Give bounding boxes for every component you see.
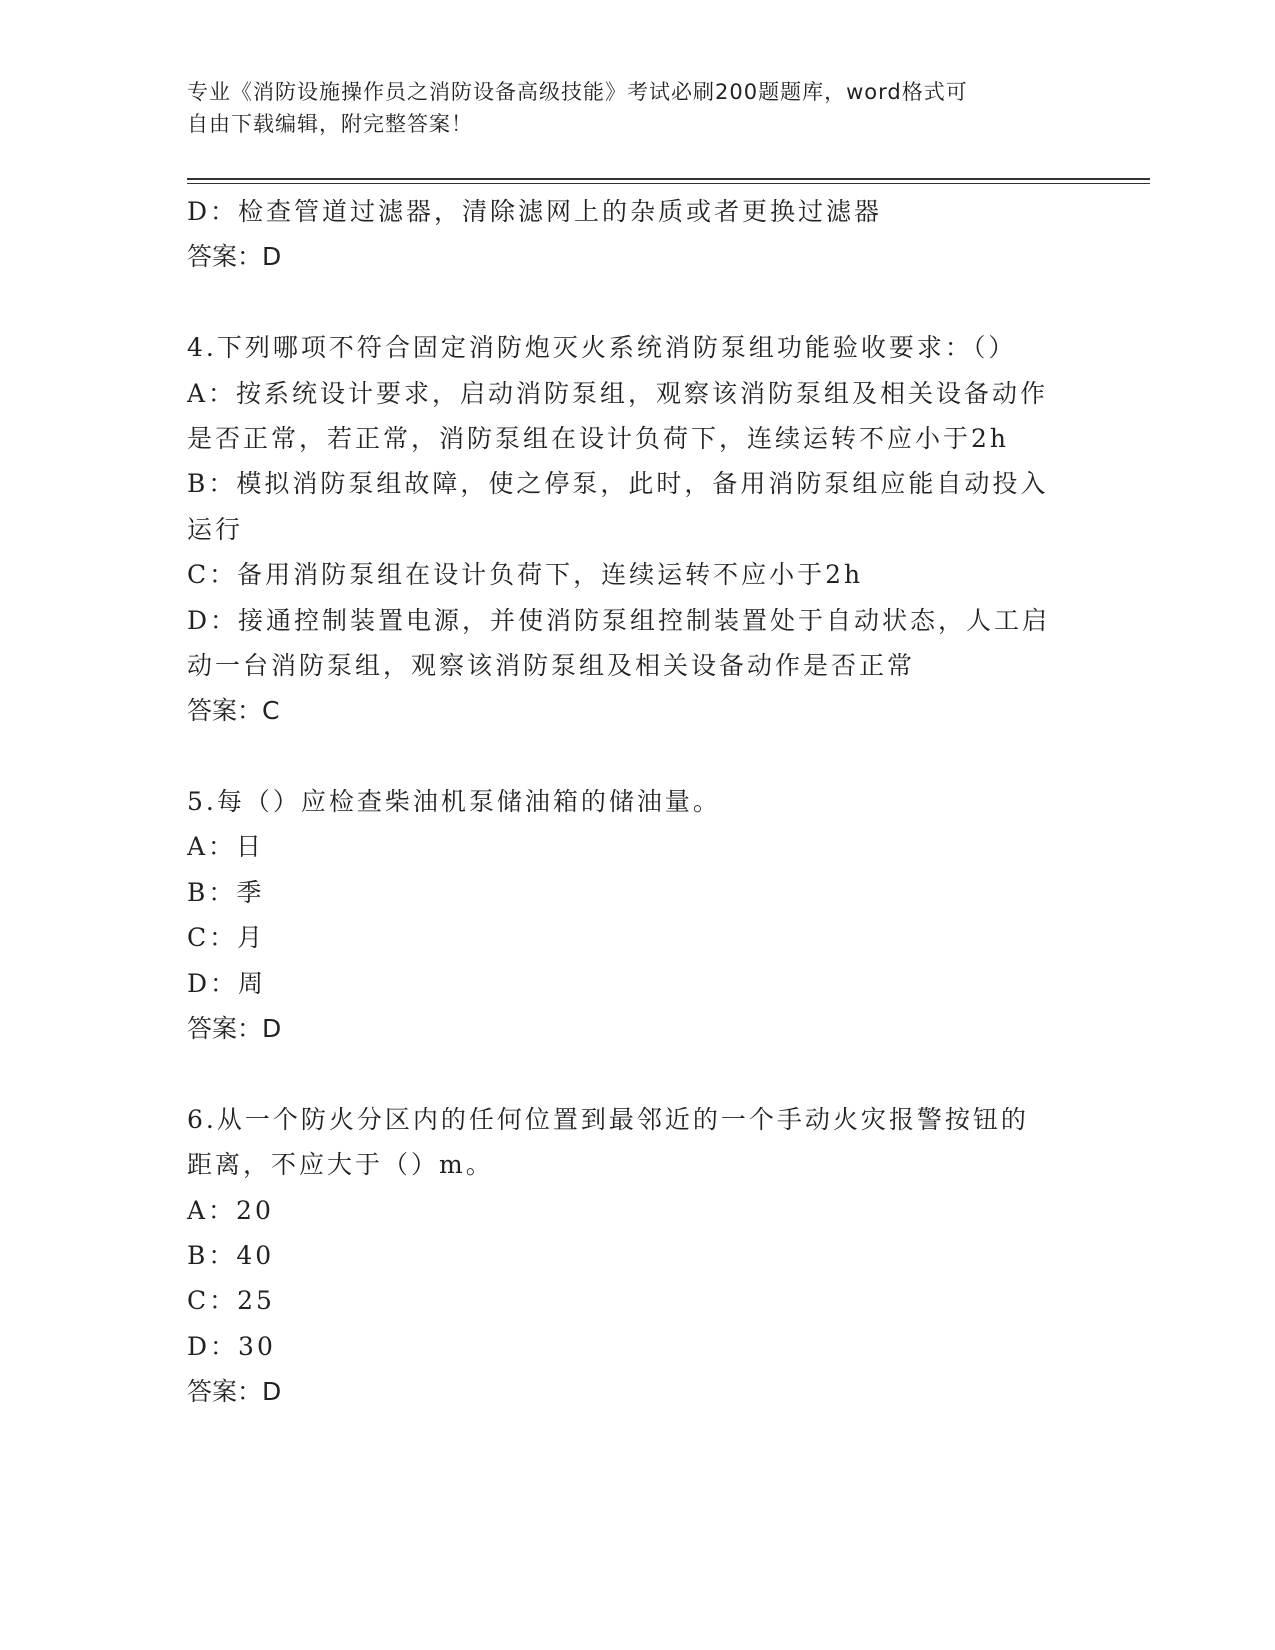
question-list <box>187 189 1087 1415</box>
option-a: A：日 <box>187 832 265 862</box>
answer-line: 答案：D <box>187 242 282 272</box>
option-c: C：月 <box>187 923 266 953</box>
question-6 <box>187 1097 1087 1415</box>
option-c: C：25 <box>187 1286 275 1316</box>
option-a-line-2: 是否正常，若正常，消防泵组在设计负荷下，连续运转不应小于2h <box>187 423 1010 453</box>
question-stem-line-1: 6.从一个防火分区内的任何位置到最邻近的一个手动火灾报警按钮的 <box>187 1104 1029 1134</box>
option-b: B：季 <box>187 877 265 907</box>
answer-line: 答案：C <box>187 696 280 726</box>
header-line-2: 自由下载编辑，附完整答案！ <box>187 112 473 136</box>
question-5 <box>187 779 1087 1051</box>
option-b-line-2: 运行 <box>187 514 244 544</box>
spacer <box>187 280 1087 325</box>
question-4 <box>187 325 1087 734</box>
question-stem: 5.每（）应检查柴油机泵储油箱的储油量。 <box>187 787 721 817</box>
header-rule-thin <box>187 183 1150 184</box>
question-3-tail <box>187 189 1087 280</box>
header-line-1: 专业《消防设施操作员之消防设备高级技能》考试必刷200题题库，word格式可 <box>187 80 968 104</box>
document-header <box>187 76 1067 140</box>
option-b: B：40 <box>187 1240 275 1270</box>
option-d: D：30 <box>187 1331 276 1361</box>
option-a: A：20 <box>187 1195 274 1225</box>
spacer <box>187 734 1087 779</box>
option-c: C：备用消防泵组在设计负荷下，连续运转不应小于2h <box>187 560 864 590</box>
answer-line: 答案：D <box>187 1377 282 1407</box>
option-a-line-1: A：按系统设计要求，启动消防泵组，观察该消防泵组及相关设备动作 <box>187 378 1049 408</box>
option-b-line-1: B：模拟消防泵组故障，使之停泵，此时，备用消防泵组应能自动投入 <box>187 469 1049 499</box>
option-d: D：检查管道过滤器，清除滤网上的杂质或者更换过滤器 <box>187 197 883 226</box>
option-d: D：周 <box>187 968 267 998</box>
question-stem-line-2: 距离，不应大于（）m。 <box>187 1150 494 1180</box>
header-rule-thick <box>187 178 1150 180</box>
spacer <box>187 1051 1087 1096</box>
answer-line: 答案：D <box>187 1014 282 1044</box>
question-stem: 4.下列哪项不符合固定消防炮灭火系统消防泵组功能验收要求：（） <box>187 333 1017 363</box>
option-d-line-1: D：接通控制装置电源，并使消防泵组控制装置处于自动状态，人工启 <box>187 605 1051 635</box>
option-d-line-2: 动一台消防泵组，观察该消防泵组及相关设备动作是否正常 <box>187 650 916 680</box>
